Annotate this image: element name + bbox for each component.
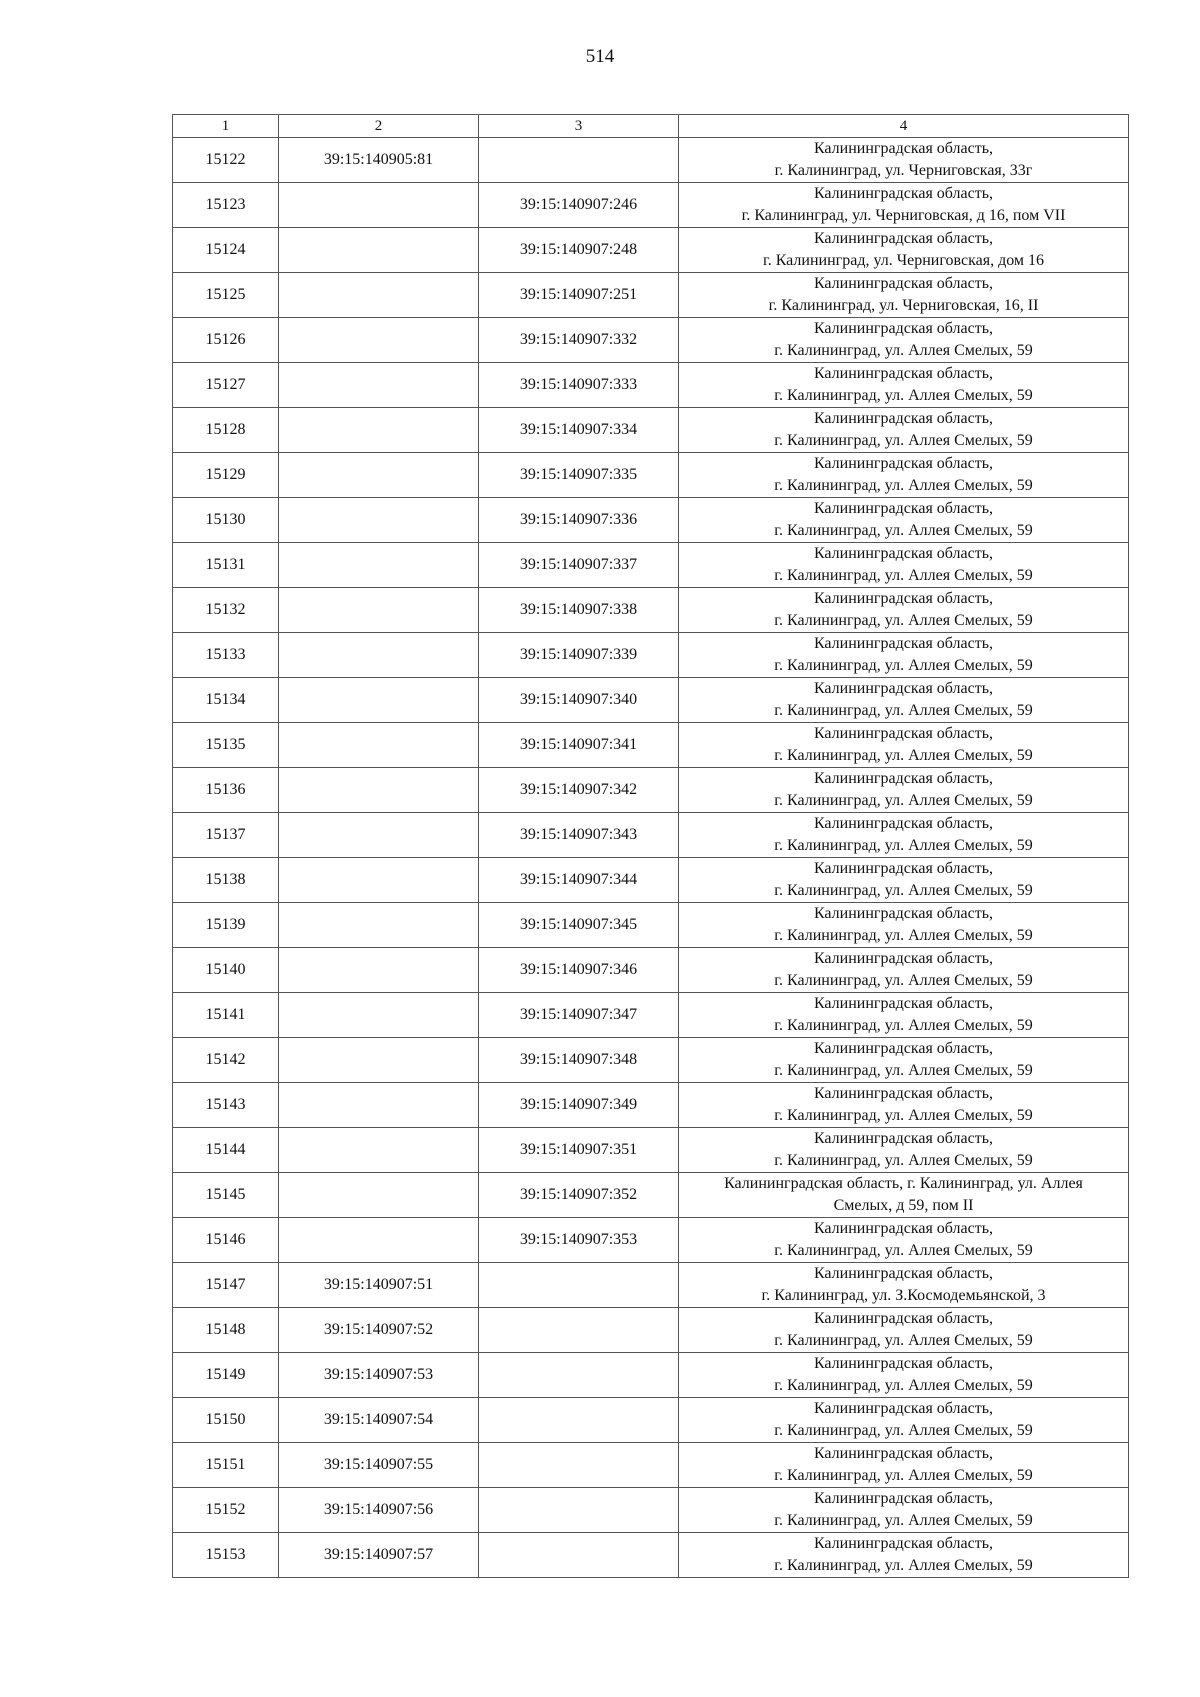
cadastral-number-cell bbox=[279, 408, 479, 453]
row-number-cell: 15146 bbox=[173, 1218, 279, 1263]
address-line-1: Калининградская область, bbox=[813, 1220, 994, 1237]
cadastral-number-cell bbox=[279, 858, 479, 903]
cadastral-number-cell bbox=[279, 993, 479, 1038]
table-row bbox=[173, 678, 1129, 723]
row-number-cell: 15147 bbox=[173, 1263, 279, 1308]
address-cell bbox=[679, 633, 1129, 678]
address-cell bbox=[679, 273, 1129, 318]
address-line-2: г. Калининград, ул. Аллея Смелых, 59 bbox=[774, 1512, 1033, 1529]
cadastral-number-cell bbox=[279, 903, 479, 948]
address-cell bbox=[679, 138, 1129, 183]
address-line-2: г. Калининград, ул. Аллея Смелых, 59 bbox=[774, 387, 1033, 404]
address-line-1: Калининградская область, bbox=[813, 905, 994, 922]
row-number-cell: 15135 bbox=[173, 723, 279, 768]
address-line-2: г. Калининград, ул. Аллея Смелых, 59 bbox=[774, 792, 1033, 809]
registry-table bbox=[172, 114, 1129, 1578]
address-cell bbox=[679, 228, 1129, 273]
table-row bbox=[173, 543, 1129, 588]
table-body bbox=[173, 138, 1129, 1578]
row-number-cell: 15131 bbox=[173, 543, 279, 588]
cadastral-number-cell bbox=[279, 363, 479, 408]
address-line-1: Калининградская область, bbox=[813, 1130, 994, 1147]
column-header-3: 3 bbox=[479, 115, 679, 138]
cadastral-number-cell bbox=[479, 1263, 679, 1308]
address-line-2: г. Калининград, ул. Аллея Смелых, 59 bbox=[774, 1152, 1033, 1169]
address-line-2: г. Калининград, ул. Аллея Смелых, 59 bbox=[774, 522, 1033, 539]
address-line-1: Калининградская область, bbox=[813, 1085, 994, 1102]
cadastral-number-cell: 39:15:140907:345 bbox=[479, 903, 679, 948]
address-line-1: Калининградская область, bbox=[813, 680, 994, 697]
address-cell bbox=[679, 1308, 1129, 1353]
address-cell bbox=[679, 318, 1129, 363]
cadastral-number-cell: 39:15:140907:52 bbox=[279, 1308, 479, 1353]
cadastral-number-cell bbox=[279, 1128, 479, 1173]
row-number-cell: 15142 bbox=[173, 1038, 279, 1083]
row-number-cell: 15140 bbox=[173, 948, 279, 993]
cadastral-number-cell bbox=[479, 1533, 679, 1578]
address-line-1: Калининградская область, bbox=[813, 1490, 994, 1507]
table-row bbox=[173, 1128, 1129, 1173]
address-cell bbox=[679, 948, 1129, 993]
row-number-cell: 15153 bbox=[173, 1533, 279, 1578]
cadastral-number-cell: 39:15:140907:51 bbox=[279, 1263, 479, 1308]
cadastral-number-cell: 39:15:140907:332 bbox=[479, 318, 679, 363]
table-row bbox=[173, 183, 1129, 228]
cadastral-number-cell bbox=[279, 723, 479, 768]
row-number-cell: 15129 bbox=[173, 453, 279, 498]
address-line-1: Калининградская область, bbox=[813, 185, 994, 202]
row-number-cell: 15151 bbox=[173, 1443, 279, 1488]
address-line-2: г. Калининград, ул. Аллея Смелых, 59 bbox=[774, 1107, 1033, 1124]
row-number-cell: 15139 bbox=[173, 903, 279, 948]
column-header-2: 2 bbox=[279, 115, 479, 138]
cadastral-number-cell bbox=[479, 1398, 679, 1443]
table-row bbox=[173, 453, 1129, 498]
cadastral-number-cell bbox=[279, 768, 479, 813]
cadastral-number-cell bbox=[279, 1218, 479, 1263]
cadastral-number-cell: 39:15:140907:353 bbox=[479, 1218, 679, 1263]
column-header-4: 4 bbox=[679, 115, 1129, 138]
address-line-1: Калининградская область, bbox=[813, 455, 994, 472]
address-cell bbox=[679, 1353, 1129, 1398]
cadastral-number-cell bbox=[479, 1308, 679, 1353]
address-line-2: г. Калининград, ул. Аллея Смелых, 59 bbox=[774, 342, 1033, 359]
row-number-cell: 15150 bbox=[173, 1398, 279, 1443]
row-number-cell: 15152 bbox=[173, 1488, 279, 1533]
row-number-cell: 15143 bbox=[173, 1083, 279, 1128]
address-cell bbox=[679, 498, 1129, 543]
column-header-1: 1 bbox=[173, 115, 279, 138]
cadastral-number-cell: 39:15:140907:343 bbox=[479, 813, 679, 858]
row-number-cell: 15127 bbox=[173, 363, 279, 408]
address-line-1: Калининградская область, bbox=[813, 545, 994, 562]
cadastral-number-cell bbox=[279, 183, 479, 228]
address-cell bbox=[679, 1398, 1129, 1443]
cadastral-number-cell bbox=[279, 228, 479, 273]
address-line-2: г. Калининград, ул. Аллея Смелых, 59 bbox=[774, 1377, 1033, 1394]
table-header-row bbox=[173, 115, 1129, 138]
cadastral-number-cell: 39:15:140907:339 bbox=[479, 633, 679, 678]
address-cell bbox=[679, 723, 1129, 768]
row-number-cell: 15124 bbox=[173, 228, 279, 273]
cadastral-number-cell: 39:15:140907:54 bbox=[279, 1398, 479, 1443]
address-cell bbox=[679, 408, 1129, 453]
cadastral-number-cell: 39:15:140907:248 bbox=[479, 228, 679, 273]
page-number: 514 bbox=[585, 46, 615, 67]
table-row bbox=[173, 1398, 1129, 1443]
address-line-1: Калининградская область, bbox=[813, 320, 994, 337]
address-cell bbox=[679, 993, 1129, 1038]
cadastral-number-cell: 39:15:140907:251 bbox=[479, 273, 679, 318]
address-line-2: г. Калининград, ул. Аллея Смелых, 59 bbox=[774, 1062, 1033, 1079]
row-number-cell: 15128 bbox=[173, 408, 279, 453]
cadastral-number-cell bbox=[279, 453, 479, 498]
address-line-2: г. Калининград, ул. Аллея Смелых, 59 bbox=[774, 432, 1033, 449]
address-line-1: Калининградская область, bbox=[813, 1400, 994, 1417]
table-row bbox=[173, 138, 1129, 183]
cadastral-number-cell bbox=[279, 273, 479, 318]
address-line-1: Калининградская область, bbox=[813, 1265, 994, 1282]
table-row bbox=[173, 723, 1129, 768]
address-cell bbox=[679, 1218, 1129, 1263]
address-line-2: Смелых, д 59, пом II bbox=[833, 1197, 974, 1214]
row-number-cell: 15126 bbox=[173, 318, 279, 363]
cadastral-number-cell: 39:15:140907:333 bbox=[479, 363, 679, 408]
cadastral-number-cell: 39:15:140907:347 bbox=[479, 993, 679, 1038]
address-cell bbox=[679, 543, 1129, 588]
address-line-1: Калининградская область, bbox=[813, 1535, 994, 1552]
row-number-cell: 15132 bbox=[173, 588, 279, 633]
table-row bbox=[173, 1218, 1129, 1263]
cadastral-number-cell bbox=[279, 588, 479, 633]
address-cell bbox=[679, 858, 1129, 903]
address-cell bbox=[679, 768, 1129, 813]
table-row bbox=[173, 588, 1129, 633]
address-line-2: г. Калининград, ул. Аллея Смелых, 59 bbox=[774, 1467, 1033, 1484]
address-cell bbox=[679, 903, 1129, 948]
address-line-1: Калининградская область, bbox=[813, 410, 994, 427]
table-row bbox=[173, 858, 1129, 903]
address-line-2: г. Калининград, ул. З.Космодемьянской, 3 bbox=[761, 1287, 1046, 1304]
address-cell bbox=[679, 1533, 1129, 1578]
address-line-2: г. Калининград, ул. Аллея Смелых, 59 bbox=[774, 1422, 1033, 1439]
address-line-1: Калининградская область, г. Калининград, ул. Аллея bbox=[724, 1175, 1083, 1192]
cadastral-number-cell bbox=[279, 1173, 479, 1218]
address-line-2: г. Калининград, ул. Аллея Смелых, 59 bbox=[774, 882, 1033, 899]
row-number-cell: 15138 bbox=[173, 858, 279, 903]
cadastral-number-cell: 39:15:140905:81 bbox=[279, 138, 479, 183]
cadastral-number-cell: 39:15:140907:56 bbox=[279, 1488, 479, 1533]
address-line-1: Калининградская область, bbox=[813, 590, 994, 607]
cadastral-number-cell bbox=[279, 1038, 479, 1083]
row-number-cell: 15134 bbox=[173, 678, 279, 723]
row-number-cell: 15137 bbox=[173, 813, 279, 858]
row-number-cell: 15133 bbox=[173, 633, 279, 678]
table-row bbox=[173, 1533, 1129, 1578]
address-line-2: г. Калининград, ул. Аллея Смелых, 59 bbox=[774, 1017, 1033, 1034]
cadastral-number-cell: 39:15:140907:338 bbox=[479, 588, 679, 633]
row-number-cell: 15145 bbox=[173, 1173, 279, 1218]
cadastral-number-cell bbox=[479, 138, 679, 183]
table-row bbox=[173, 993, 1129, 1038]
address-cell bbox=[679, 183, 1129, 228]
address-line-1: Калининградская область, bbox=[813, 1445, 994, 1462]
address-line-2: г. Калининград, ул. Аллея Смелых, 59 bbox=[774, 1332, 1033, 1349]
row-number-cell: 15141 bbox=[173, 993, 279, 1038]
cadastral-number-cell: 39:15:140907:53 bbox=[279, 1353, 479, 1398]
cadastral-number-cell: 39:15:140907:349 bbox=[479, 1083, 679, 1128]
cadastral-number-cell: 39:15:140907:352 bbox=[479, 1173, 679, 1218]
address-line-2: г. Калининград, ул. Черниговская, 33г bbox=[774, 162, 1033, 179]
address-line-1: Калининградская область, bbox=[813, 950, 994, 967]
row-number-cell: 15130 bbox=[173, 498, 279, 543]
cadastral-number-cell bbox=[479, 1488, 679, 1533]
cadastral-number-cell: 39:15:140907:334 bbox=[479, 408, 679, 453]
address-line-2: г. Калининград, ул. Аллея Смелых, 59 bbox=[774, 1557, 1033, 1574]
row-number-cell: 15125 bbox=[173, 273, 279, 318]
cadastral-number-cell: 39:15:140907:348 bbox=[479, 1038, 679, 1083]
cadastral-number-cell: 39:15:140907:337 bbox=[479, 543, 679, 588]
address-line-1: Калининградская область, bbox=[813, 230, 994, 247]
address-line-1: Калининградская область, bbox=[813, 500, 994, 517]
address-line-2: г. Калининград, ул. Аллея Смелых, 59 bbox=[774, 837, 1033, 854]
row-number-cell: 15123 bbox=[173, 183, 279, 228]
cadastral-number-cell bbox=[279, 813, 479, 858]
table-row bbox=[173, 1038, 1129, 1083]
cadastral-number-cell bbox=[279, 318, 479, 363]
table-row bbox=[173, 318, 1129, 363]
table-row bbox=[173, 1443, 1129, 1488]
address-cell bbox=[679, 1488, 1129, 1533]
cadastral-number-cell: 39:15:140907:346 bbox=[479, 948, 679, 993]
address-cell bbox=[679, 1083, 1129, 1128]
cadastral-number-cell bbox=[279, 498, 479, 543]
address-line-2: г. Калининград, ул. Аллея Смелых, 59 bbox=[774, 1242, 1033, 1259]
cadastral-number-cell bbox=[479, 1443, 679, 1488]
cadastral-number-cell bbox=[279, 948, 479, 993]
address-cell bbox=[679, 1263, 1129, 1308]
address-line-2: г. Калининград, ул. Аллея Смелых, 59 bbox=[774, 567, 1033, 584]
address-line-1: Калининградская область, bbox=[813, 1355, 994, 1372]
address-line-1: Калининградская область, bbox=[813, 275, 994, 292]
address-line-2: г. Калининград, ул. Аллея Смелых, 59 bbox=[774, 657, 1033, 674]
table-row bbox=[173, 948, 1129, 993]
address-line-1: Калининградская область, bbox=[813, 770, 994, 787]
address-line-1: Калининградская область, bbox=[813, 725, 994, 742]
cadastral-number-cell bbox=[479, 1353, 679, 1398]
cadastral-number-cell: 39:15:140907:336 bbox=[479, 498, 679, 543]
cadastral-number-cell bbox=[279, 1083, 479, 1128]
address-line-1: Калининградская область, bbox=[813, 1310, 994, 1327]
address-line-2: г. Калининград, ул. Аллея Смелых, 59 bbox=[774, 477, 1033, 494]
address-line-2: г. Калининград, ул. Аллея Смелых, 59 bbox=[774, 927, 1033, 944]
cadastral-number-cell bbox=[279, 678, 479, 723]
cadastral-number-cell: 39:15:140907:344 bbox=[479, 858, 679, 903]
table-row bbox=[173, 633, 1129, 678]
address-cell bbox=[679, 678, 1129, 723]
table-row bbox=[173, 408, 1129, 453]
cadastral-number-cell: 39:15:140907:341 bbox=[479, 723, 679, 768]
address-line-1: Калининградская область, bbox=[813, 860, 994, 877]
address-line-2: г. Калининград, ул. Черниговская, дом 16 bbox=[762, 252, 1045, 269]
row-number-cell: 15144 bbox=[173, 1128, 279, 1173]
address-line-2: г. Калининград, ул. Черниговская, д 16, пом VII bbox=[741, 207, 1066, 224]
table-row bbox=[173, 768, 1129, 813]
address-line-2: г. Калининград, ул. Черниговская, 16, II bbox=[768, 297, 1039, 314]
address-cell bbox=[679, 453, 1129, 498]
address-line-1: Калининградская область, bbox=[813, 815, 994, 832]
address-cell bbox=[679, 1038, 1129, 1083]
table-row bbox=[173, 228, 1129, 273]
row-number-cell: 15149 bbox=[173, 1353, 279, 1398]
row-number-cell: 15136 bbox=[173, 768, 279, 813]
address-line-2: г. Калининград, ул. Аллея Смелых, 59 bbox=[774, 612, 1033, 629]
address-line-2: г. Калининград, ул. Аллея Смелых, 59 bbox=[774, 972, 1033, 989]
cadastral-number-cell: 39:15:140907:335 bbox=[479, 453, 679, 498]
row-number-cell: 15148 bbox=[173, 1308, 279, 1353]
row-number-cell: 15122 bbox=[173, 138, 279, 183]
address-cell bbox=[679, 1173, 1129, 1218]
table-row bbox=[173, 1353, 1129, 1398]
address-cell bbox=[679, 363, 1129, 408]
cadastral-number-cell: 39:15:140907:246 bbox=[479, 183, 679, 228]
table-row bbox=[173, 273, 1129, 318]
cadastral-number-cell: 39:15:140907:342 bbox=[479, 768, 679, 813]
address-line-1: Калининградская область, bbox=[813, 140, 994, 157]
address-line-1: Калининградская область, bbox=[813, 1040, 994, 1057]
cadastral-number-cell bbox=[279, 633, 479, 678]
address-line-1: Калининградская область, bbox=[813, 995, 994, 1012]
table-row bbox=[173, 1488, 1129, 1533]
cadastral-number-cell: 39:15:140907:340 bbox=[479, 678, 679, 723]
cadastral-number-cell: 39:15:140907:55 bbox=[279, 1443, 479, 1488]
address-cell bbox=[679, 1443, 1129, 1488]
address-line-1: Калининградская область, bbox=[813, 365, 994, 382]
table-row bbox=[173, 498, 1129, 543]
address-cell bbox=[679, 813, 1129, 858]
address-line-2: г. Калининград, ул. Аллея Смелых, 59 bbox=[774, 702, 1033, 719]
address-line-1: Калининградская область, bbox=[813, 635, 994, 652]
cadastral-number-cell: 39:15:140907:351 bbox=[479, 1128, 679, 1173]
table-row bbox=[173, 813, 1129, 858]
table-row bbox=[173, 363, 1129, 408]
cadastral-number-cell bbox=[279, 543, 479, 588]
table-row bbox=[173, 903, 1129, 948]
table-row bbox=[173, 1083, 1129, 1128]
cadastral-number-cell: 39:15:140907:57 bbox=[279, 1533, 479, 1578]
address-line-2: г. Калининград, ул. Аллея Смелых, 59 bbox=[774, 747, 1033, 764]
table-row bbox=[173, 1308, 1129, 1353]
address-cell bbox=[679, 1128, 1129, 1173]
table-row bbox=[173, 1173, 1129, 1218]
table-row bbox=[173, 1263, 1129, 1308]
address-cell bbox=[679, 588, 1129, 633]
